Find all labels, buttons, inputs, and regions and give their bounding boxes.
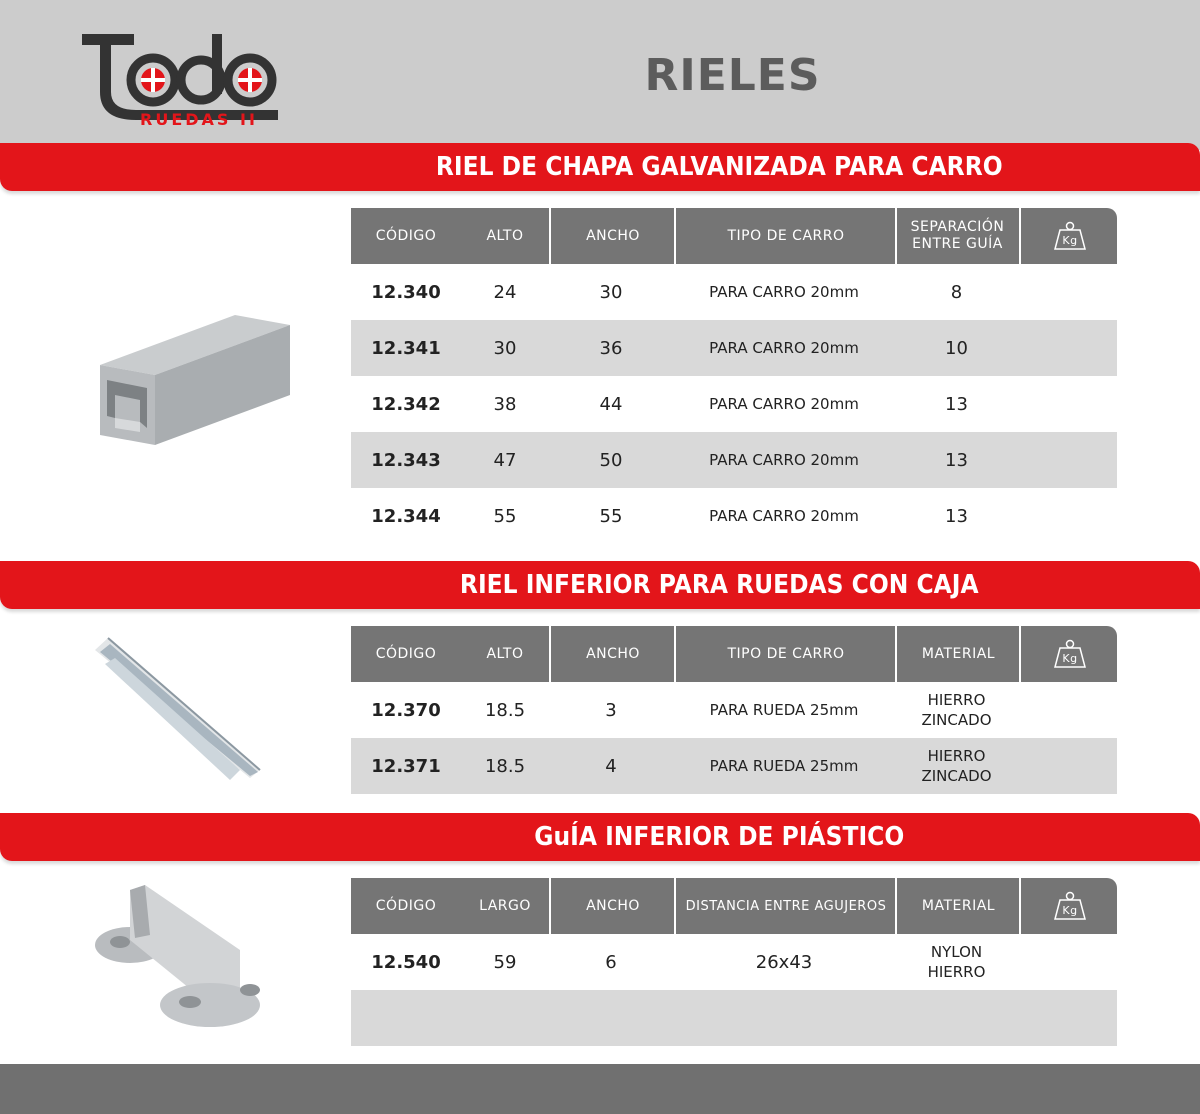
cell-alto: 38 [493, 393, 517, 415]
rail-profile-galvanized-image [95, 300, 295, 450]
cell-tipo: PARA CARRO 20mm [709, 283, 859, 301]
cell-ancho: 55 [599, 505, 623, 527]
cell-tipo: PARA CARRO 20mm [709, 507, 859, 525]
section-band [0, 561, 1200, 609]
bottom-rail-image [90, 630, 270, 790]
col-tipo: TIPO DE CARRO [674, 208, 896, 264]
page-header [0, 0, 1200, 150]
col-codigo: CÓDIGO [375, 897, 437, 914]
cell-distancia: 26x43 [755, 951, 813, 973]
section-band [0, 813, 1200, 861]
col-largo: LARGO [479, 897, 531, 914]
cell-tipo: PARA CARRO 20mm [709, 451, 859, 469]
table-row [351, 320, 1117, 376]
cell-ancho: 4 [605, 755, 617, 777]
cell-largo: 59 [493, 951, 517, 973]
section-band [0, 143, 1200, 191]
cell-code: 12.370 [371, 699, 441, 721]
cell-alto: 30 [493, 337, 517, 359]
table-row [351, 488, 1117, 544]
col-alto: ALTO [486, 227, 524, 244]
cell-separacion: 13 [945, 449, 968, 471]
rail-table-bottom [351, 626, 1117, 794]
table-row [351, 264, 1117, 320]
cell-ancho: 30 [599, 281, 623, 303]
cell-code: 12.342 [371, 393, 441, 415]
weight-kg-icon [1019, 208, 1119, 264]
table-header [351, 626, 1117, 682]
table-row-empty [351, 990, 1117, 1046]
weight-kg-icon [1019, 878, 1119, 934]
cell-separacion: 13 [945, 505, 968, 527]
table-header [351, 208, 1117, 264]
table-header [351, 878, 1117, 934]
col-codigo: CÓDIGO [375, 645, 437, 662]
col-codigo: CÓDIGO [375, 227, 437, 244]
cell-code: 12.540 [371, 951, 441, 973]
table-row [351, 738, 1117, 794]
col-ancho: ANCHO [549, 208, 675, 264]
weight-kg-icon [1019, 626, 1119, 682]
guide-table-plastic [351, 878, 1117, 1046]
cell-alto: 18.5 [484, 755, 526, 777]
col-material: MATERIAL [895, 878, 1020, 934]
cell-code: 12.344 [371, 505, 441, 527]
cell-alto: 24 [493, 281, 517, 303]
table-row [351, 376, 1117, 432]
cell-alto: 47 [493, 449, 517, 471]
section-title: GuÍA INFERIOR DE PIÁSTICO [534, 822, 905, 852]
cell-code: 12.341 [371, 337, 441, 359]
cell-code: 12.371 [371, 755, 441, 777]
cell-ancho: 36 [599, 337, 623, 359]
cell-alto: 18.5 [484, 699, 526, 721]
col-tipo: TIPO DE CARRO [674, 626, 896, 682]
logo-subtitle: RUEDAS II [140, 110, 258, 129]
col-distancia: DISTANCIA ENTRE AGUJEROS [674, 878, 896, 934]
col-separacion: SEPARACIÓN ENTRE GUÍA [895, 208, 1018, 264]
cell-tipo: PARA RUEDA 25mm [709, 701, 859, 719]
cell-material: HIERRO ZINCADO [921, 691, 992, 729]
section-title: RIEL INFERIOR PARA RUEDAS CON CAJA [459, 570, 979, 600]
section-title: RIEL DE CHAPA GALVANIZADA PARA CARRO [435, 152, 1003, 182]
col-material: MATERIAL [895, 626, 1020, 682]
svg-text:Kg: Kg [1062, 904, 1078, 917]
cell-ancho: 6 [605, 951, 617, 973]
page-title: RIELES [644, 50, 821, 101]
cell-ancho: 50 [599, 449, 623, 471]
rail-table-galvanized [351, 208, 1117, 544]
cell-alto: 55 [493, 505, 517, 527]
cell-tipo: PARA RUEDA 25mm [709, 757, 859, 775]
cell-tipo: PARA CARRO 20mm [709, 395, 859, 413]
table-row [351, 934, 1117, 990]
table-row [351, 682, 1117, 738]
table-row [351, 432, 1117, 488]
svg-text:Kg: Kg [1062, 652, 1078, 665]
cell-material: HIERRO ZINCADO [921, 747, 992, 785]
col-alto: ALTO [486, 645, 524, 662]
cell-ancho: 3 [605, 699, 617, 721]
cell-tipo: PARA CARRO 20mm [709, 339, 859, 357]
cell-separacion: 10 [945, 337, 968, 359]
cell-separacion: 13 [945, 393, 968, 415]
col-ancho: ANCHO [549, 626, 675, 682]
cell-code: 12.340 [371, 281, 441, 303]
cell-code: 12.343 [371, 449, 441, 471]
plastic-bottom-guide-image [90, 880, 290, 1040]
cell-separacion: 8 [950, 281, 963, 303]
cell-material: NYLON HIERRO [927, 943, 986, 981]
svg-text:Kg: Kg [1062, 234, 1078, 247]
cell-ancho: 44 [599, 393, 623, 415]
col-ancho: ANCHO [549, 878, 675, 934]
page-footer [0, 1064, 1200, 1114]
